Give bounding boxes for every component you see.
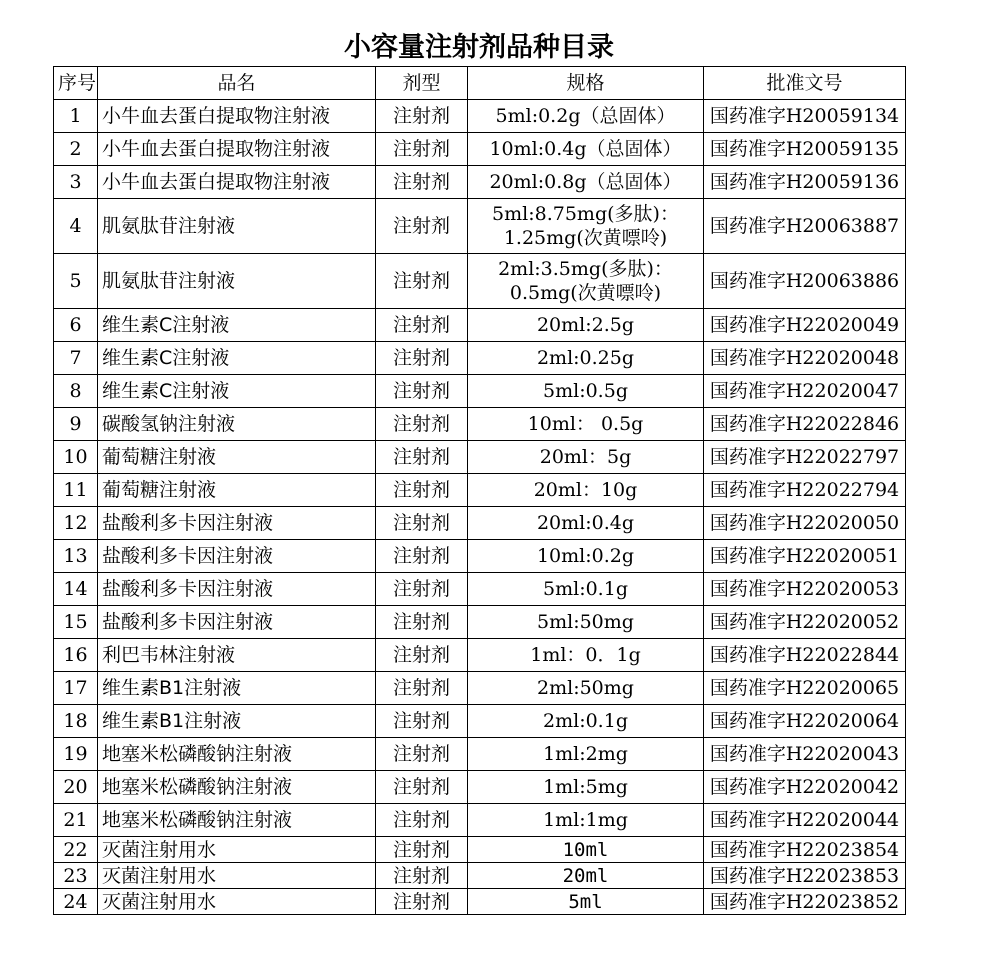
cell-no: 11 [54,474,98,507]
cell-name: 维生素B1注射液 [98,705,376,738]
table-row [54,889,906,915]
cell-form: 注射剂 [376,133,468,166]
cell-name: 地塞米松磷酸钠注射液 [98,804,376,837]
cell-no: 24 [54,889,98,915]
cell-no: 17 [54,672,98,705]
cell-spec: 2ml:50mg [468,672,704,705]
cell-name: 盐酸利多卡因注射液 [98,606,376,639]
cell-approval: 国药准字H20059136 [704,166,906,199]
table-row [54,540,906,573]
cell-approval: 国药准字H22020048 [704,342,906,375]
table-row [54,375,906,408]
cell-form: 注射剂 [376,639,468,672]
cell-approval: 国药准字H22020052 [704,606,906,639]
table-body [54,100,906,915]
header-form: 剂型 [376,67,468,100]
cell-no: 19 [54,738,98,771]
cell-form: 注射剂 [376,474,468,507]
cell-approval: 国药准字H22022846 [704,408,906,441]
table-row [54,837,906,863]
cell-spec: 1ml:1mg [468,804,704,837]
table-row [54,639,906,672]
cell-no: 16 [54,639,98,672]
cell-approval: 国药准字H22022797 [704,441,906,474]
cell-no: 23 [54,863,98,889]
cell-spec: 5ml [468,889,704,915]
cell-name: 小牛血去蛋白提取物注射液 [98,166,376,199]
cell-approval: 国药准字H22023853 [704,863,906,889]
cell-spec: 5ml:8.75mg(多肽)：1.25mg(次黄嘌呤) [468,199,704,254]
cell-no: 4 [54,199,98,254]
table-row [54,771,906,804]
header-approval: 批准文号 [704,67,906,100]
cell-form: 注射剂 [376,199,468,254]
cell-spec: 1ml:5mg [468,771,704,804]
cell-no: 6 [54,309,98,342]
cell-no: 18 [54,705,98,738]
cell-spec: 20ml:0.4g [468,507,704,540]
cell-form: 注射剂 [376,672,468,705]
cell-name: 维生素C注射液 [98,309,376,342]
cell-approval: 国药准字H22020053 [704,573,906,606]
product-table [53,66,906,915]
table-row [54,199,906,254]
cell-no: 9 [54,408,98,441]
table-row [54,738,906,771]
cell-form: 注射剂 [376,863,468,889]
cell-name: 肌氨肽苷注射液 [98,199,376,254]
table-row [54,100,906,133]
cell-spec: 5ml:0.1g [468,573,704,606]
page-title: 小容量注射剂品种目录 [344,32,614,63]
cell-approval: 国药准字H22022844 [704,639,906,672]
cell-spec: 10ml： 0.5g [468,408,704,441]
cell-spec: 2ml:0.25g [468,342,704,375]
table-row [54,309,906,342]
cell-spec: 1ml：0．1g [468,639,704,672]
cell-name: 地塞米松磷酸钠注射液 [98,771,376,804]
cell-spec: 20ml [468,863,704,889]
cell-approval: 国药准字H20063887 [704,199,906,254]
table-row [54,863,906,889]
cell-spec: 5ml:50mg [468,606,704,639]
cell-no: 20 [54,771,98,804]
table-row [54,474,906,507]
cell-spec: 2ml:0.1g [468,705,704,738]
cell-no: 14 [54,573,98,606]
cell-form: 注射剂 [376,837,468,863]
cell-no: 1 [54,100,98,133]
cell-name: 小牛血去蛋白提取物注射液 [98,100,376,133]
cell-spec: 10ml [468,837,704,863]
cell-name: 维生素B1注射液 [98,672,376,705]
cell-form: 注射剂 [376,507,468,540]
cell-name: 碳酸氢钠注射液 [98,408,376,441]
cell-spec: 20ml:2.5g [468,309,704,342]
cell-approval: 国药准字H22020044 [704,804,906,837]
cell-form: 注射剂 [376,540,468,573]
cell-form: 注射剂 [376,375,468,408]
cell-form: 注射剂 [376,100,468,133]
cell-name: 盐酸利多卡因注射液 [98,540,376,573]
cell-approval: 国药准字H22020064 [704,705,906,738]
cell-no: 2 [54,133,98,166]
table-row [54,507,906,540]
table-row [54,573,906,606]
header-no: 序号 [54,67,98,100]
cell-name: 盐酸利多卡因注射液 [98,573,376,606]
cell-no: 22 [54,837,98,863]
cell-form: 注射剂 [376,738,468,771]
cell-approval: 国药准字H22023852 [704,889,906,915]
cell-name: 地塞米松磷酸钠注射液 [98,738,376,771]
table-header-row [54,67,906,100]
cell-name: 灭菌注射用水 [98,837,376,863]
cell-no: 5 [54,254,98,309]
cell-spec: 2ml:3.5mg(多肽)：0.5mg(次黄嘌呤) [468,254,704,309]
table-row [54,166,906,199]
cell-no: 12 [54,507,98,540]
cell-name: 维生素C注射液 [98,375,376,408]
cell-approval: 国药准字H22023854 [704,837,906,863]
cell-form: 注射剂 [376,705,468,738]
cell-form: 注射剂 [376,573,468,606]
header-spec: 规格 [468,67,704,100]
cell-spec: 20ml：5g [468,441,704,474]
cell-name: 维生素C注射液 [98,342,376,375]
cell-name: 盐酸利多卡因注射液 [98,507,376,540]
cell-approval: 国药准字H20059134 [704,100,906,133]
header-name: 品名 [98,67,376,100]
cell-form: 注射剂 [376,166,468,199]
cell-no: 21 [54,804,98,837]
cell-spec: 20ml：10g [468,474,704,507]
cell-approval: 国药准字H20059135 [704,133,906,166]
cell-form: 注射剂 [376,254,468,309]
table-row [54,254,906,309]
cell-spec: 10ml:0.2g [468,540,704,573]
table-row [54,133,906,166]
table-row [54,672,906,705]
cell-spec: 5ml:0.2g（总固体） [468,100,704,133]
cell-form: 注射剂 [376,441,468,474]
table-row [54,441,906,474]
cell-approval: 国药准字H22020042 [704,771,906,804]
cell-form: 注射剂 [376,309,468,342]
table-row [54,606,906,639]
cell-no: 15 [54,606,98,639]
cell-no: 10 [54,441,98,474]
cell-approval: 国药准字H22020047 [704,375,906,408]
table-row [54,705,906,738]
table-row [54,342,906,375]
cell-form: 注射剂 [376,804,468,837]
cell-no: 3 [54,166,98,199]
cell-spec: 5ml:0.5g [468,375,704,408]
cell-approval: 国药准字H22020049 [704,309,906,342]
cell-approval: 国药准字H22020065 [704,672,906,705]
cell-form: 注射剂 [376,342,468,375]
cell-name: 利巴韦林注射液 [98,639,376,672]
cell-name: 肌氨肽苷注射液 [98,254,376,309]
cell-approval: 国药准字H22020050 [704,507,906,540]
cell-form: 注射剂 [376,889,468,915]
cell-approval: 国药准字H22020043 [704,738,906,771]
cell-approval: 国药准字H22022794 [704,474,906,507]
cell-approval: 国药准字H22020051 [704,540,906,573]
cell-no: 13 [54,540,98,573]
cell-spec: 20ml:0.8g（总固体） [468,166,704,199]
cell-name: 灭菌注射用水 [98,863,376,889]
table-row [54,804,906,837]
cell-spec: 1ml:2mg [468,738,704,771]
cell-name: 葡萄糖注射液 [98,441,376,474]
cell-no: 8 [54,375,98,408]
cell-name: 小牛血去蛋白提取物注射液 [98,133,376,166]
cell-name: 葡萄糖注射液 [98,474,376,507]
cell-name: 灭菌注射用水 [98,889,376,915]
cell-approval: 国药准字H20063886 [704,254,906,309]
cell-form: 注射剂 [376,408,468,441]
cell-no: 7 [54,342,98,375]
table-row [54,408,906,441]
cell-form: 注射剂 [376,771,468,804]
cell-spec: 10ml:0.4g（总固体） [468,133,704,166]
cell-form: 注射剂 [376,606,468,639]
